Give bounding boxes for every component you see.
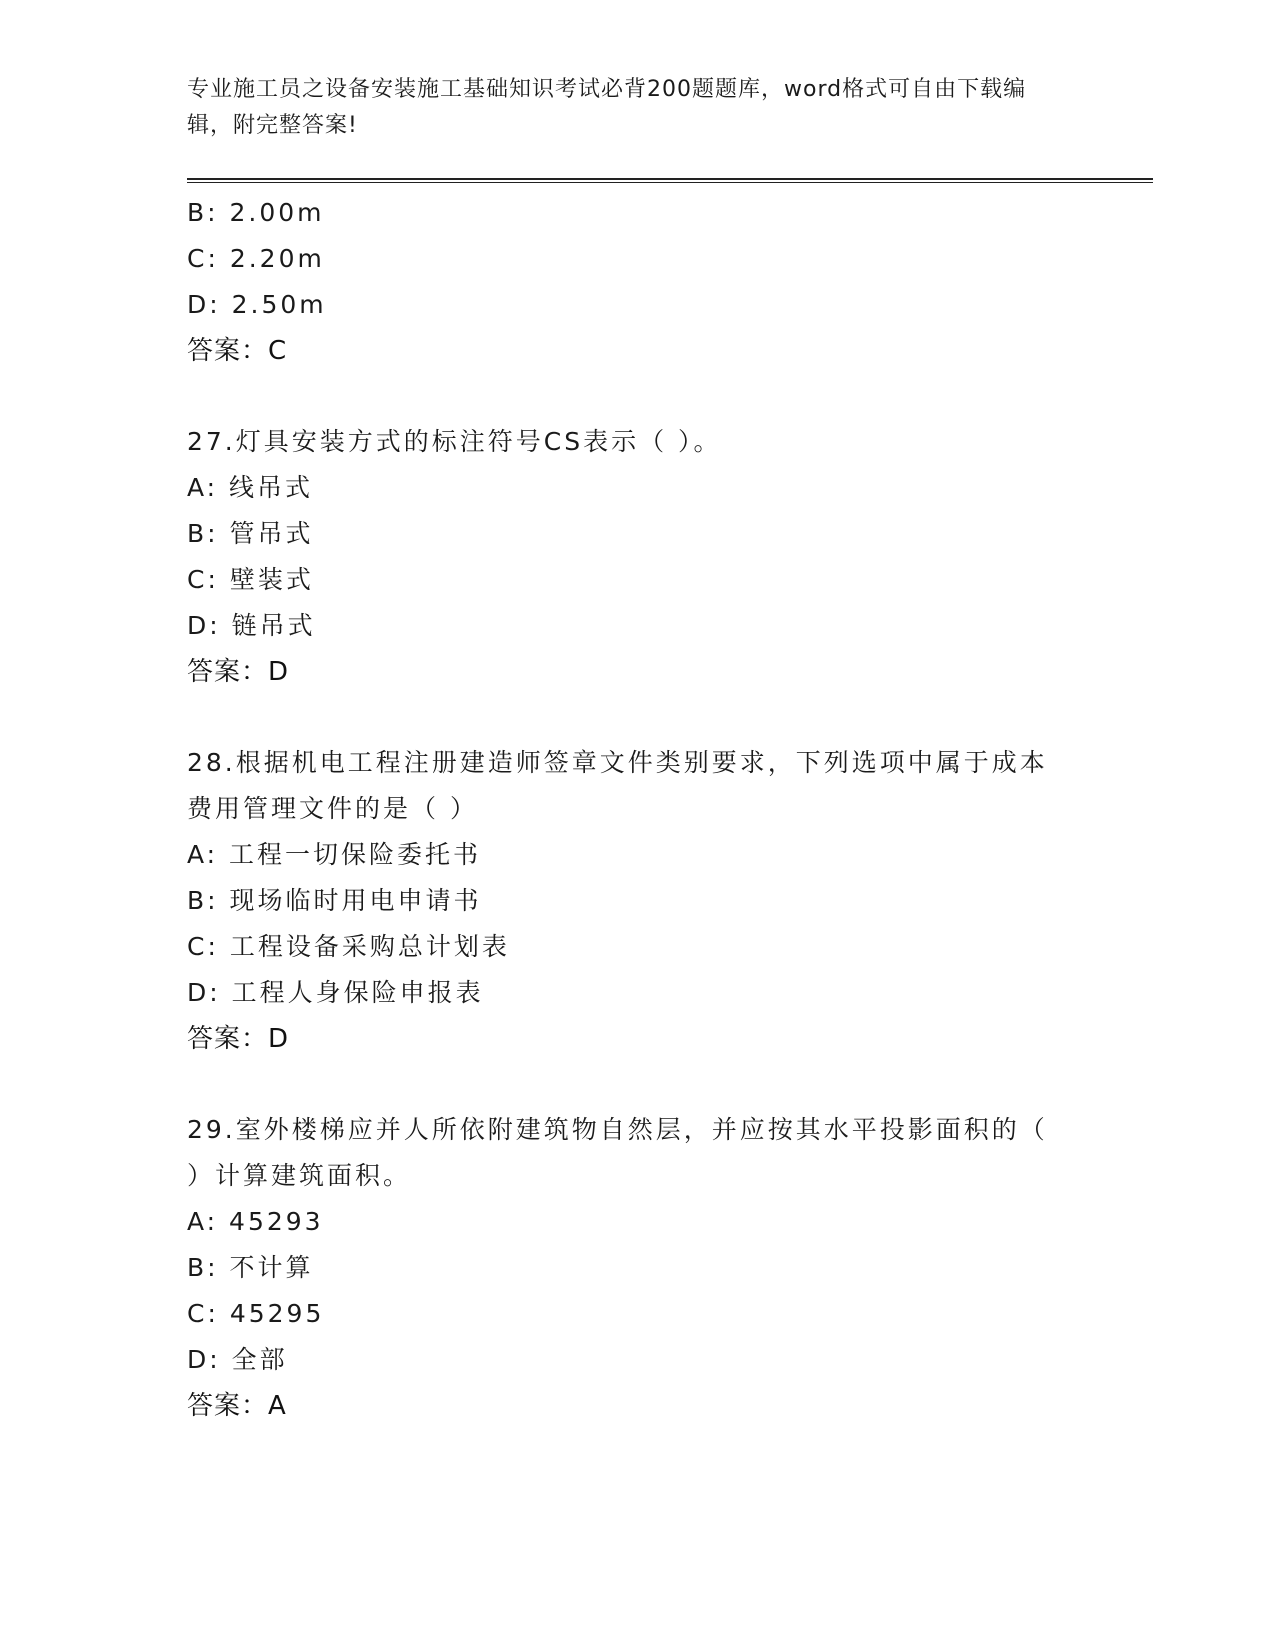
question-list (187, 190, 1087, 1429)
question-29 (187, 1107, 1087, 1429)
answer-label: 答案：C (187, 336, 288, 366)
option-b: B: 不计算 (187, 1253, 314, 1282)
option-c: C: 45295 (187, 1299, 325, 1328)
header-divider-thick (187, 178, 1153, 180)
option-d: D: 链吊式 (187, 611, 316, 640)
answer-label: 答案：D (187, 657, 290, 687)
option-a: A: 45293 (187, 1207, 324, 1236)
option-a: A: 线吊式 (187, 473, 314, 502)
spacer (187, 1062, 1087, 1107)
option-c: C: 2.20m (187, 244, 325, 273)
question-text-line-2: ）计算建筑面积。 (187, 1161, 412, 1190)
option-d: D: 2.50m (187, 290, 327, 319)
spacer (187, 374, 1087, 419)
question-text-line-1: 28.根据机电工程注册建造师签章文件类别要求，下列选项中属于成本 (187, 748, 1048, 777)
option-b: B: 管吊式 (187, 519, 314, 548)
question-27 (187, 419, 1087, 695)
question-text-line-1: 29.室外楼梯应并人所依附建筑物自然层，并应按其水平投影面积的（ (187, 1115, 1048, 1144)
option-a: A: 工程一切保险委托书 (187, 840, 482, 869)
option-b: B: 现场临时用电申请书 (187, 886, 482, 915)
header-divider-thin (187, 182, 1153, 183)
page-header-title: 专业施工员之设备安装施工基础知识考试必背200题题库，word格式可自由下载编辑，附完整答案! (187, 77, 1027, 138)
option-d: D: 全部 (187, 1345, 288, 1374)
answer-label: 答案：D (187, 1024, 290, 1054)
question-text: 27.灯具安装方式的标注符号CS表示（ ）。 (187, 427, 722, 456)
answer-label: 答案：A (187, 1391, 287, 1421)
question-26 (187, 190, 1087, 374)
option-c: C: 壁装式 (187, 565, 314, 594)
question-28 (187, 740, 1087, 1062)
spacer (187, 695, 1087, 740)
option-b: B: 2.00m (187, 198, 325, 227)
option-d: D: 工程人身保险申报表 (187, 978, 484, 1007)
option-c: C: 工程设备采购总计划表 (187, 932, 510, 961)
question-text-line-2: 费用管理文件的是（ ） (187, 794, 478, 823)
